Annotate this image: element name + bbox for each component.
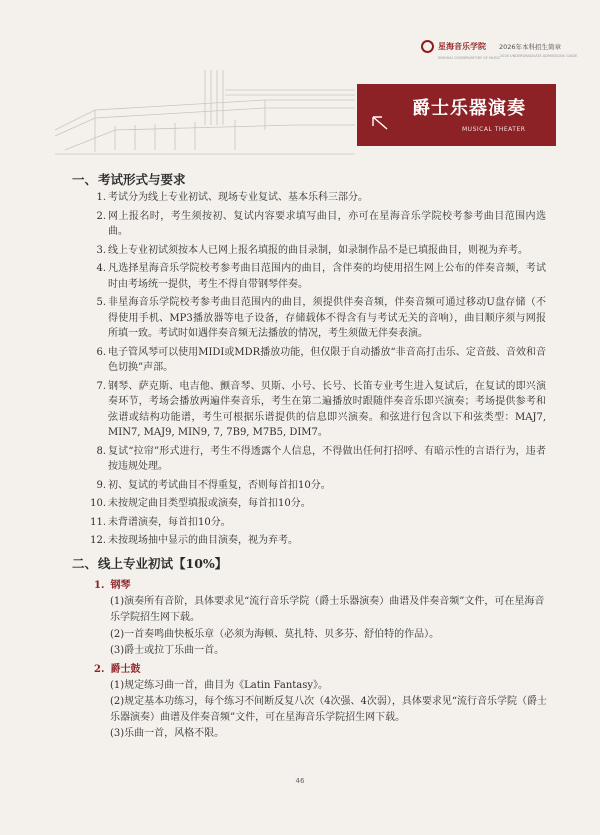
- list-item: 8. 复试“拉帘”形式进行，考生不得透露个人信息，不得做出任何打招呼、有暗示性的言语行为，违者按违规处理。: [96, 445, 546, 472]
- page-subtitle: MUSICAL THEATER: [462, 126, 526, 133]
- school-seal-icon: [421, 40, 434, 53]
- drums-line-1: (1)规定练习曲一首，曲目为《Latin Fantasy》。: [110, 680, 329, 691]
- brochure-english-title: 2026 UNDERGRADUATE ADMISSIONS GUIDE: [500, 54, 578, 58]
- arrow-up-left-icon: [370, 114, 390, 132]
- list-item: 4. 凡选择星海音乐学院校考参考曲目范围内的曲目，含伴奏的均使用招生网上公布的伴奏音频，考试时由考场统一提供，考生不得自带钢琴伴奏。: [96, 263, 546, 290]
- drums-line-3: (3)乐曲一首，风格不限。: [110, 728, 225, 739]
- page-title: 爵士乐器演奏: [412, 98, 526, 119]
- section-number: 一、: [72, 172, 98, 187]
- list-item: 10. 未按规定曲目类型填报或演奏，每首扣10分。: [90, 498, 311, 509]
- piano-line-2: (2)一首奏鸣曲快板乐章（必须为海顿、莫扎特、贝多芬、舒伯特的作品）。: [110, 629, 440, 640]
- school-english-name: XINGHAI CONSERVATORY OF MUSIC: [438, 56, 501, 60]
- building-illustration: [55, 70, 355, 160]
- list-item: 2. 网上报名时，考生须按初、复试内容要求填写曲目，亦可在星海音乐学院校考参考曲目范围内选曲。: [96, 210, 546, 237]
- requirements-list: [88, 190, 546, 552]
- list-item: 1. 考试分为线上专业初试、现场专业复试、基本乐科三部分。: [96, 192, 368, 203]
- list-item: 9. 初、复试的考试曲目不得重复，否则每首扣10分。: [96, 479, 331, 491]
- section-heading-1: [72, 170, 186, 188]
- brochure-title: 2026年本科招生简章: [499, 43, 562, 51]
- school-logo: [421, 40, 486, 53]
- list-item: 6. 电子管风琴可以使用MIDI或MDR播放功能，但仅限于自动播放“非音高打击乐、定音鼓、音效和音色切换”声部。: [96, 346, 546, 373]
- page-number: 46: [295, 777, 305, 785]
- section-number: 二、: [72, 556, 98, 571]
- list-item: 11. 未背谱演奏，每首扣10分。: [90, 516, 231, 528]
- list-item: 7. 钢琴、萨克斯、电吉他、颤音琴、贝斯、小号、长号、长笛专业考生进入复试后，在复试的即兴演奏环节，考场会播放两遍伴奏音乐，考生在第二遍播放时跟随伴奏音乐即兴演奏；考场提供参考和弦谱或结构功能谱，考生可根据乐谱提供的信息即兴演奏。和弦进行包含以下和弦类型：MAJ7, MIN7, MAJ9, MIN9, 7, 7B9, M7B5, DIM7。: [96, 380, 546, 438]
- list-item: 3. 线上专业初试须按本人已网上报名填报的曲目录制，如录制作品不是已填报曲目，则视为弃考。: [96, 244, 528, 256]
- section-title: 考试形式与要求: [98, 172, 186, 187]
- list-item: 12. 未按现场抽中显示的曲目演奏，视为弃考。: [90, 535, 298, 546]
- list-item: 5. 非星海音乐学院校考参考曲目范围内的曲目，须提供伴奏音频，伴奏音频可通过移动U盘存储（不得使用手机、MP3播放器等电子设备，存储载体不得含有与考试无关的音响），曲目顺序须与网报所填一致。考试时如遇伴奏音频无法播放的情况，考生须做无伴奏表演。: [96, 297, 546, 339]
- subsection-piano: 1. 钢琴: [94, 580, 131, 591]
- section-heading-2: [72, 554, 227, 572]
- piano-line-1: (1)演奏所有音阶，具体要求见“流行音乐学院（爵士乐器演奏）曲谱及伴奏音频”文件，可在星海音乐学院招生网下载。: [110, 596, 545, 623]
- piano-line-3: (3)爵士或拉丁乐曲一首。: [110, 645, 225, 656]
- drums-line-2: (2)规定基本功练习，每个练习不间断反复八次（4次强、4次弱），具体要求见“流行音乐学院（爵士乐器演奏）曲谱及伴奏音频”文件，可在星海音乐学院招生网下载。: [110, 696, 548, 723]
- section-title: 线上专业初试【10%】: [98, 556, 228, 571]
- school-name: 星海音乐学院: [438, 41, 486, 51]
- subsection-drums: 2. 爵士鼓: [94, 664, 141, 675]
